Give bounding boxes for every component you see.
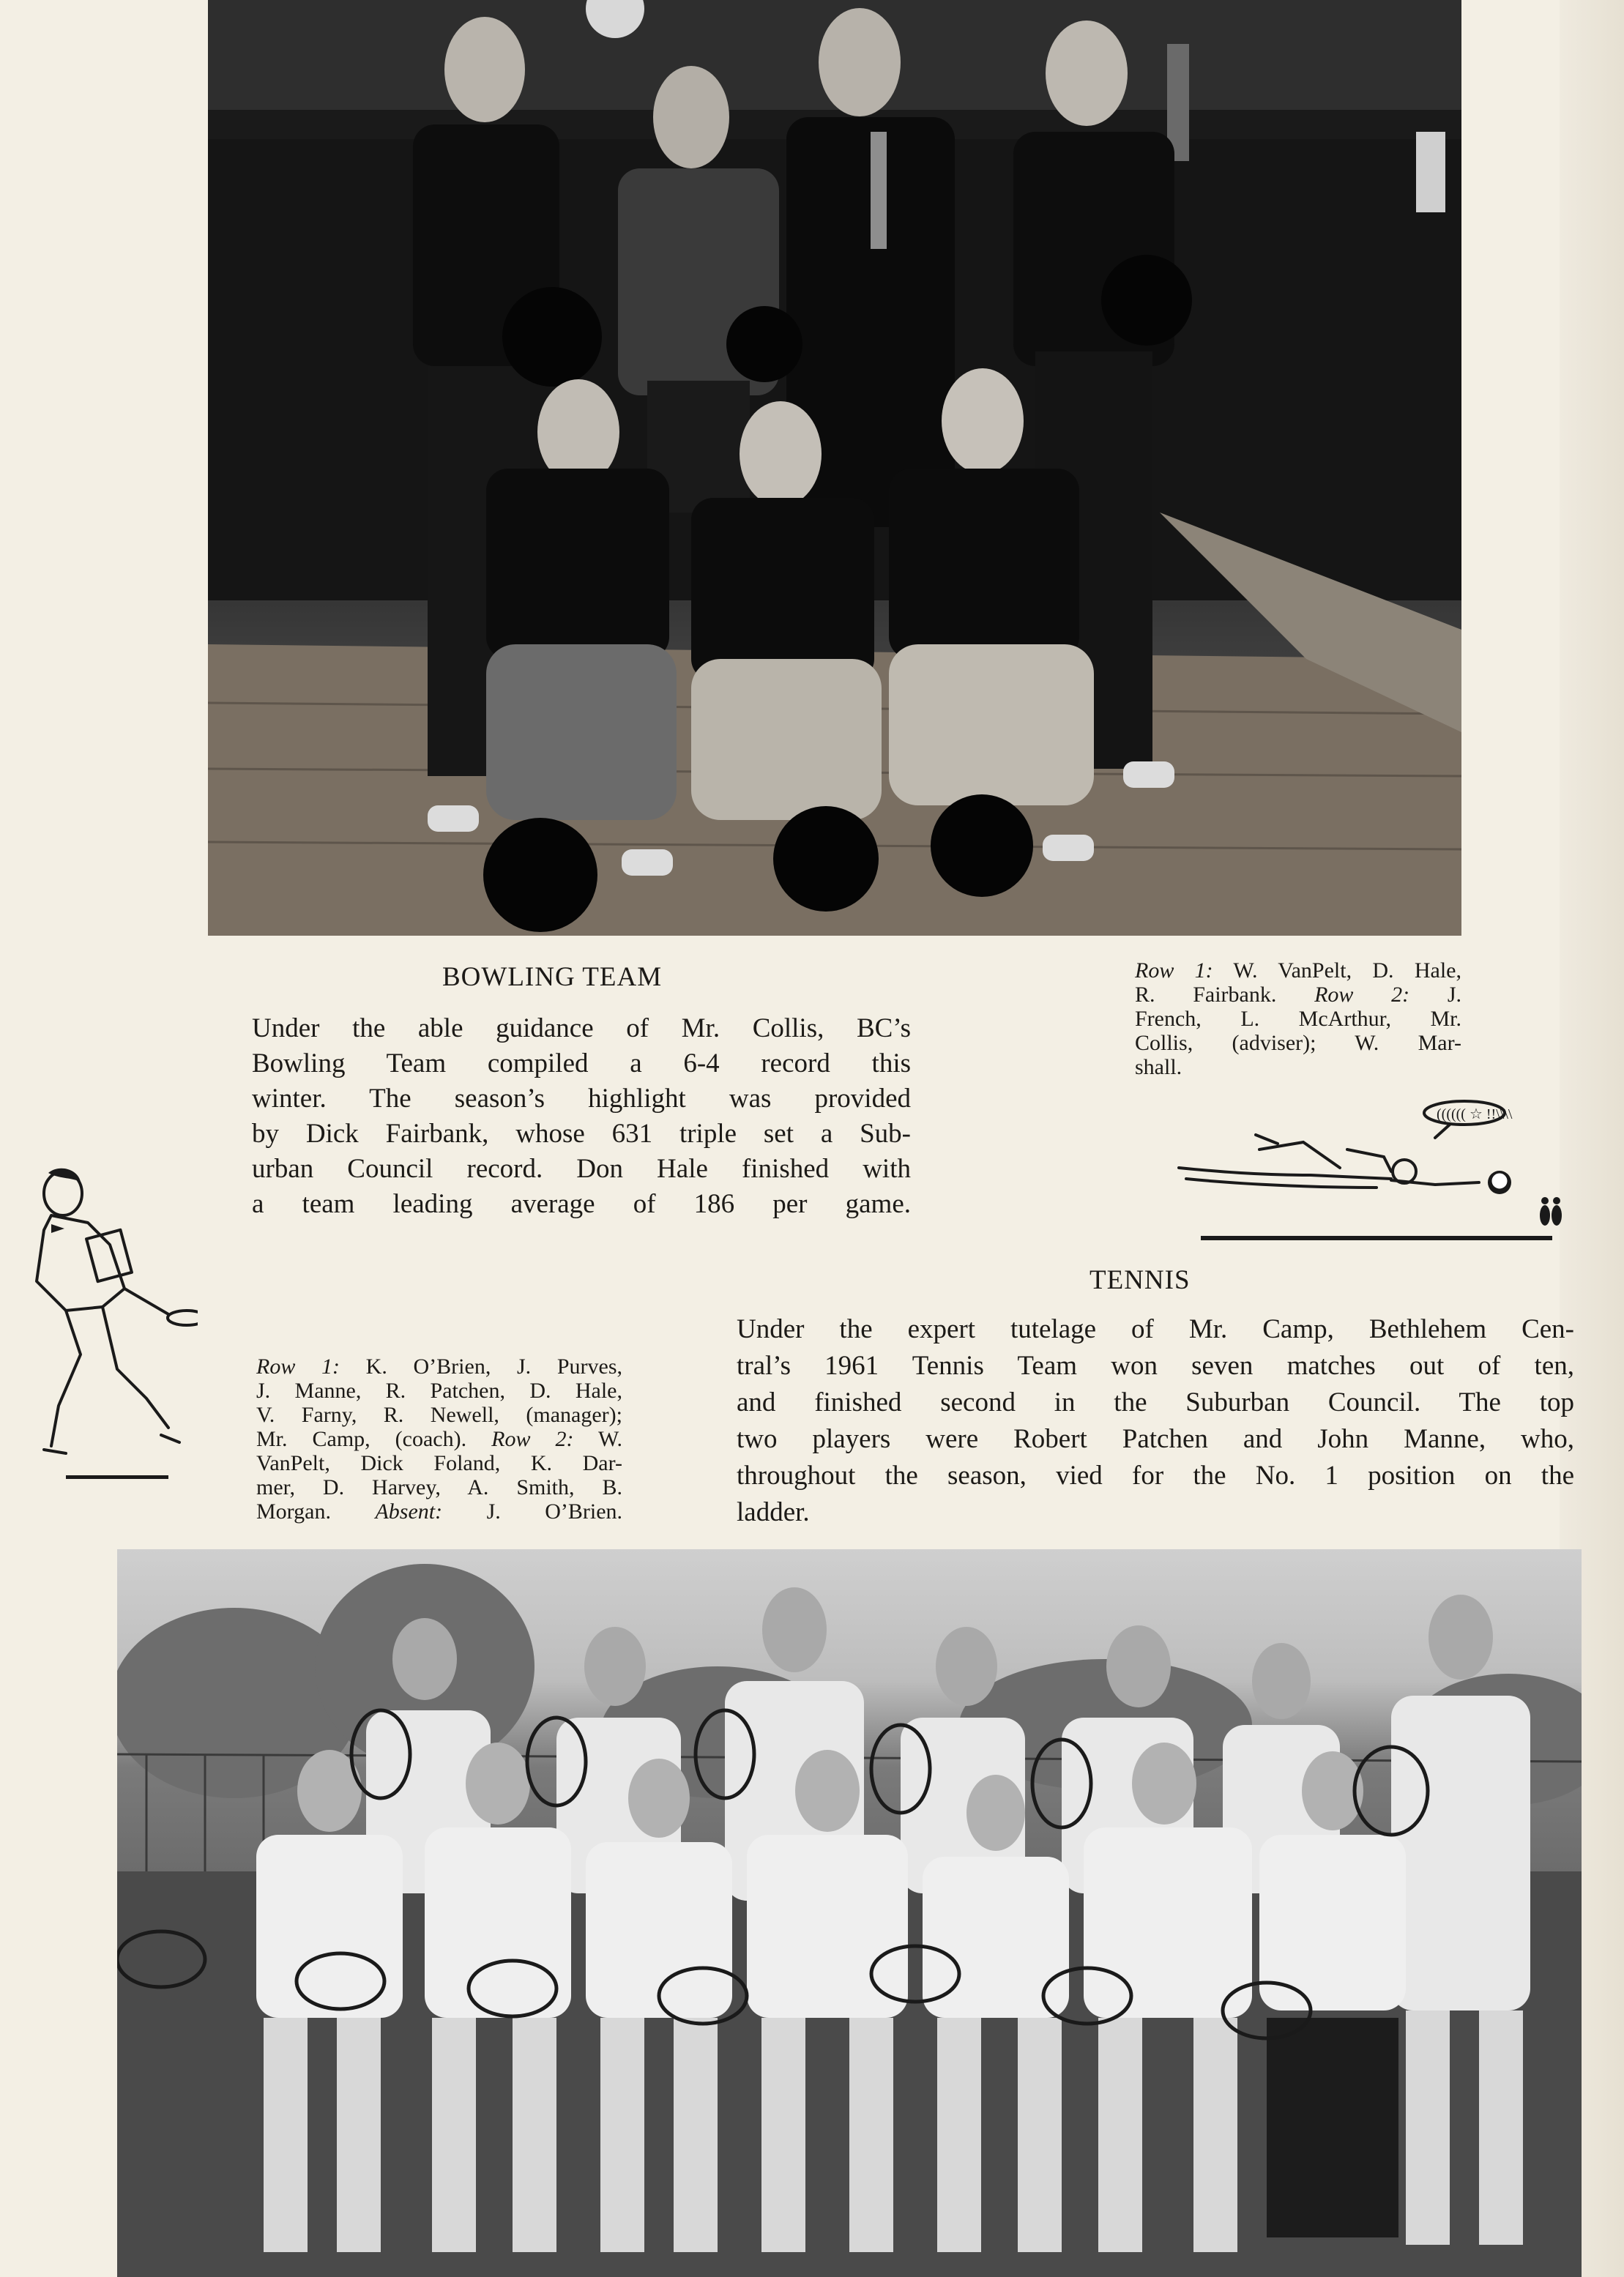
tennis-team-photo	[117, 1549, 1582, 2277]
bowling-team-caption	[1135, 958, 1461, 1079]
caption-line: Morgan. Absent: J. O’Brien.	[256, 1499, 623, 1524]
bowling-team-paragraph	[252, 1011, 911, 1222]
caption-line: R. Fairbank. Row 2: J.	[1135, 983, 1462, 1007]
tennis-text-line: two players were Robert Patchen and John Manne, who,	[737, 1424, 1574, 1454]
caption-line: VanPelt, Dick Foland, K. Dar-	[256, 1451, 622, 1475]
tennis-text-line: and finished second in the Suburban Council. The top	[737, 1387, 1574, 1417]
bowling-text-line: urban Council record. Don Hale finished with	[252, 1154, 911, 1184]
bowling-team-photo	[208, 0, 1461, 936]
tennis-text-line: throughout the season, vied for the No. 1 position on the	[737, 1461, 1574, 1491]
tennis-text-line: Under the expert tutelage of Mr. Camp, Bethlehem Cen-	[737, 1314, 1574, 1344]
bowling-text-line: by Dick Fairbank, whose 631 triple set a Sub-	[252, 1119, 911, 1149]
bowling-text-line: Under the able guidance of Mr. Collis, BC’s	[252, 1013, 911, 1043]
tennis-paragraph	[737, 1311, 1574, 1531]
cartoon-speech-text: (((((( ☆ !!\\\\	[1437, 1106, 1513, 1122]
caption-line: shall.	[1135, 1055, 1182, 1079]
caption-line: mer, D. Harvey, A. Smith, B.	[256, 1475, 622, 1499]
bowling-text-line: winter. The season’s highlight was provided	[252, 1084, 911, 1114]
caption-line: V. Farny, R. Newell, (manager);	[256, 1403, 622, 1427]
bowling-team-heading: BOWLING TEAM	[442, 962, 663, 992]
caption-line: Collis, (adviser); W. Mar-	[1135, 1031, 1461, 1055]
caption-line: Row 1: K. O’Brien, J. Purves,	[256, 1354, 622, 1379]
tennis-text-line: tral’s 1961 Tennis Team won seven matches out of ten,	[737, 1351, 1574, 1381]
tennis-text-line: ladder.	[737, 1497, 810, 1527]
caption-line: Mr. Camp, (coach). Row 2: W.	[256, 1427, 622, 1451]
bowler-cartoon	[1172, 1098, 1567, 1252]
tennis-heading: TENNIS	[1090, 1265, 1191, 1295]
bowling-text-line: Bowling Team compiled a 6-4 record this	[252, 1048, 911, 1078]
bowling-text-line: a team leading average of 186 per game.	[252, 1189, 911, 1219]
caption-line: Row 1: W. VanPelt, D. Hale,	[1135, 958, 1461, 983]
tennis-player-cartoon	[22, 1164, 198, 1486]
caption-line: French, L. McArthur, Mr.	[1135, 1007, 1461, 1031]
tennis-caption	[256, 1354, 622, 1524]
caption-line: J. Manne, R. Patchen, D. Hale,	[256, 1379, 622, 1403]
